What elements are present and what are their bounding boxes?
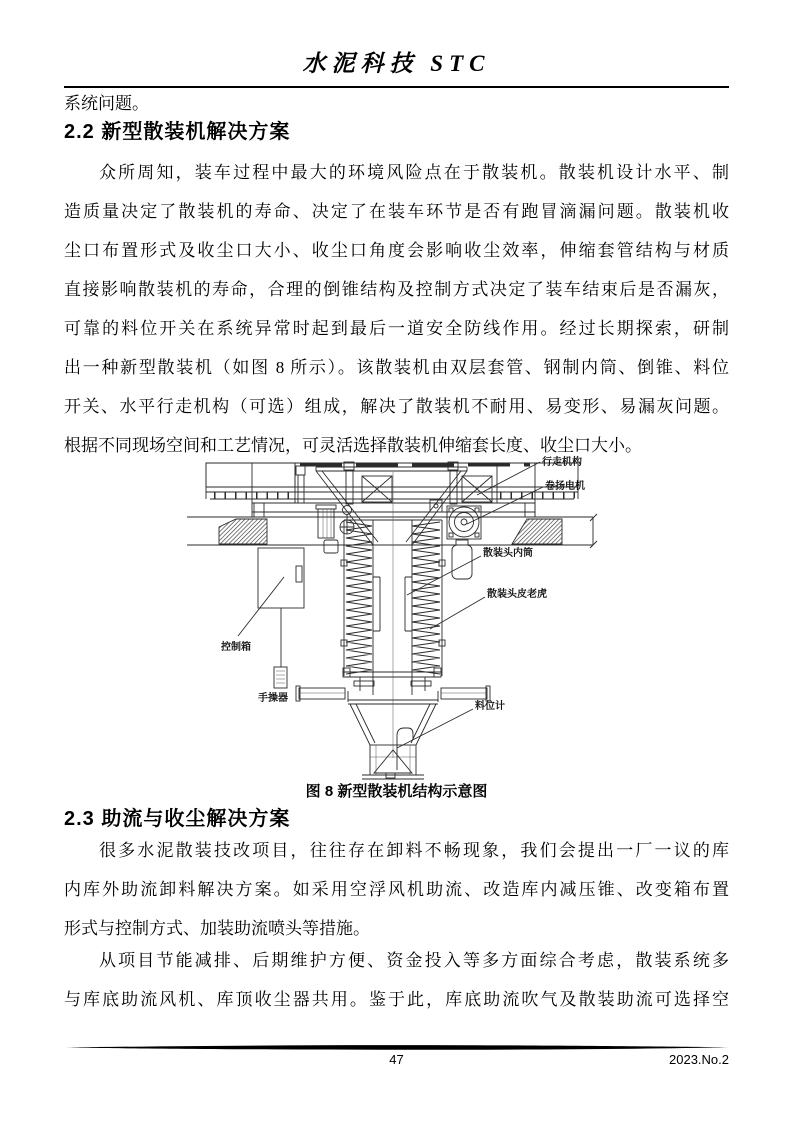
paragraph-line: 形式与控制方式、加装助流喷头等措施。 <box>64 919 370 938</box>
label-hand-controller: 手操器 <box>258 693 288 704</box>
paragraph-line: 众所周知，装车过程中最大的环境风险点在于散装机。散装机设计水平、制 <box>99 163 729 182</box>
label-walking-mechanism: 行走机构 <box>542 457 582 468</box>
label-control-box: 控制箱 <box>221 642 251 653</box>
header-rule <box>64 86 729 88</box>
control-box <box>238 548 304 688</box>
paragraph-line: 直接影响散装机的寿命，合理的倒锥结构及控制方式决定了装车结束后是否漏灰， <box>64 280 729 299</box>
section-heading-2-2: 2.2 新型散装机解决方案 <box>64 121 291 143</box>
paragraph-2-3-1 <box>64 831 729 948</box>
paragraph-2-2 <box>64 153 729 465</box>
paragraph-line: 与库底助流风机、库顶收尘器共用。鉴于此，库底助流吹气及散装助流可选择空 <box>64 990 729 1009</box>
paragraph-line: 从项目节能减排、后期维护方便、资金投入等多方面综合考虑，散装系统多 <box>99 951 729 970</box>
label-level-gauge: 料位计 <box>475 701 505 712</box>
label-inner-tube: 散装头内筒 <box>483 548 533 559</box>
issue-number: 2023.No.2 <box>669 1052 729 1067</box>
label-bellows: 散装头皮老虎 <box>487 589 547 600</box>
figure-caption: 图 8 新型散装机结构示意图 <box>305 783 488 800</box>
journal-header-title: 水泥科技 STC <box>302 51 491 76</box>
paragraph-line: 内库外助流卸料解决方案。如采用空浮风机助流、改造库内减压锥、改变箱布置 <box>64 880 729 899</box>
paragraph-line: 开关、水平行走机构（可选）组成，解决了散装机不耐用、易变形、易漏灰问题。 <box>64 397 729 416</box>
paragraph-line: 可靠的料位开关在系统异常时起到最后一道安全防线作用。经过长期探索，研制 <box>64 319 729 338</box>
section-heading-2-3: 2.3 助流与收尘解决方案 <box>64 808 291 830</box>
label-hoist-motor: 卷扬电机 <box>545 481 585 492</box>
funnel-cone <box>316 467 467 545</box>
roof-foundation <box>187 514 597 548</box>
foundation-block-left <box>219 519 267 544</box>
paragraph-line: 很多水泥散装技改项目，往往存在卸料不畅现象，我们会提出一厂一议的库 <box>99 841 729 860</box>
paragraph-line: 尘口布置形式及收尘口大小、收尘口角度会影响收尘效率，伸缩套管结构与材质 <box>64 241 729 260</box>
figure-bulk-loader-diagram <box>180 450 610 784</box>
carryover-text: 系统问题。 <box>64 94 149 113</box>
foundation-block-right <box>512 519 562 544</box>
page-number: 47 <box>389 1052 404 1067</box>
paragraph-2-3-2 <box>64 941 729 1019</box>
paragraph-line: 出一种新型散装机（如图 8 所示）。该散装机由双层套管、钢制内筒、倒锥、料位 <box>64 358 729 377</box>
paragraph-line: 根据不同现场空间和工艺情况，可灵活选择散装机伸缩套长度、收尘口大小。 <box>64 436 642 455</box>
footer-rule <box>64 1044 729 1051</box>
paragraph-line: 造质量决定了散装机的寿命、决定了在装车环节是否有跑冒滴漏问题。散装机收 <box>64 202 729 221</box>
